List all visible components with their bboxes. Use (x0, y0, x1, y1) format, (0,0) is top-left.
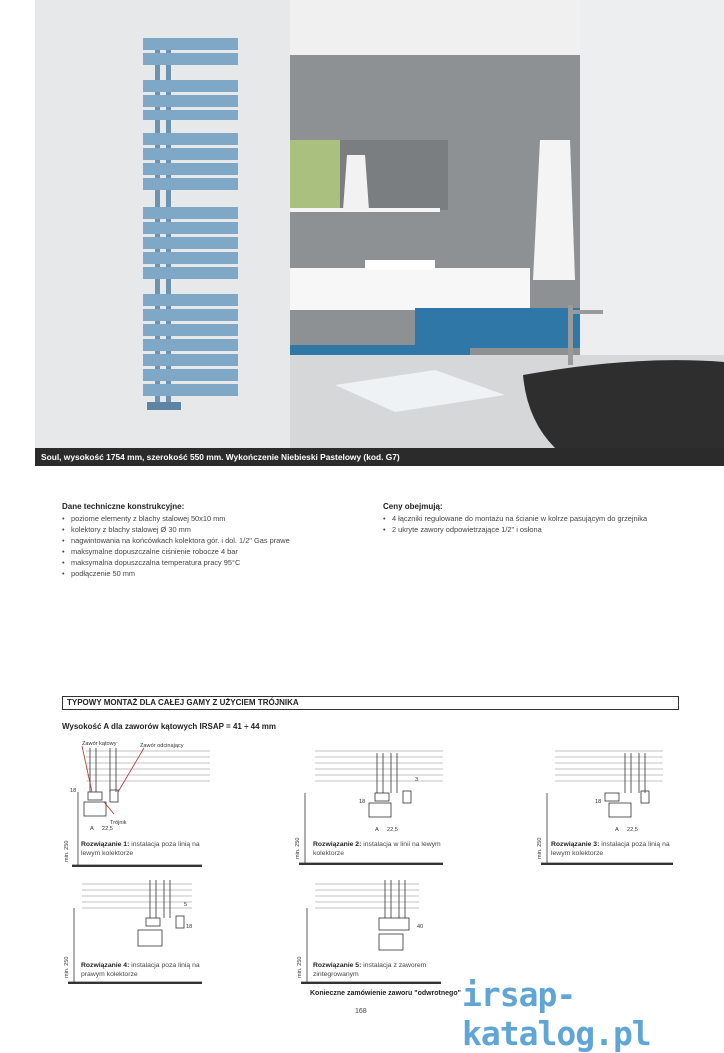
solution-1-title: Rozwiązanie 1: (81, 841, 130, 848)
dim-min-250: min. 250 (64, 956, 70, 978)
list-item: • 2 ukryte zawory odpowietrzające 1/2" i osłona (383, 524, 683, 535)
section-title: TYPOWY MONTAŻ DLA CAŁEJ GAMY Z UŻYCIEM TRÓJNIKA (62, 696, 679, 710)
label-trojnik: Trójnik (110, 820, 127, 826)
dim-min-250: min. 250 (537, 837, 543, 859)
list-item: • maksymalna dopuszczalna temperatura pracy 95°C (62, 557, 362, 568)
list-item: • poziome elementy z blachy stalowej 50x10 mm (62, 513, 362, 524)
prices-include (383, 502, 683, 535)
tech-specs-title: Dane techniczne konstrukcyjne: (62, 502, 185, 511)
dim-min-250: min. 250 (295, 837, 301, 859)
solution-4-caption (81, 961, 211, 979)
dim-A: A (90, 826, 94, 832)
dim-18: 18 (70, 788, 77, 794)
dim-A: A (615, 827, 619, 833)
solution-5-text: instalacja z zaworem zintegrowanym (313, 962, 427, 978)
dim-A: A (375, 827, 379, 833)
product-photo (35, 0, 724, 448)
dim-5: 5 (184, 902, 188, 908)
solution-4-text: instalacja poza linią na prawym kolektorze (81, 962, 200, 978)
dim-40: 40 (417, 924, 424, 930)
list-item: • podłączenie 50 mm (62, 568, 362, 579)
watermark: irsap-katalog.pl (462, 975, 651, 1053)
dim-22-5: 22,5 (627, 827, 638, 833)
solution-4-title: Rozwiązanie 4: (81, 962, 130, 969)
tech-specs (62, 502, 362, 579)
solution-2-title: Rozwiązanie 2: (313, 841, 362, 848)
prices-list (383, 513, 683, 535)
solution-1-text: instalacja poza linią na lewym kolektorze (81, 841, 200, 857)
hatch-floor-icon (72, 865, 202, 867)
solution-3-text: instalacja poza linią na lewym kolektorze (551, 841, 670, 857)
solution-3-caption (551, 840, 681, 858)
solution-1-caption (81, 840, 211, 858)
dim-22-5: 22,5 (102, 826, 113, 832)
footer-note: Konieczne zamówienie zaworu "odwrotnego" (310, 990, 461, 997)
list-item: • 4 łączniki regulowane do montażu na ścianie w kolrze pasującym do grzejnika (383, 513, 683, 524)
page-number: 168 (355, 1008, 367, 1015)
list-item: • kolektory z blachy stalowej Ø 30 mm (62, 524, 362, 535)
list-item: • maksymalne dopuszczalne ciśnienie robocze 4 bar (62, 546, 362, 557)
solution-3-title: Rozwiązanie 3: (551, 841, 600, 848)
photo-caption: Soul, wysokość 1754 mm, szerokość 550 mm. Wykończenie Niebieski Pastelowy (kod. G7) (35, 448, 724, 466)
dim-18: 18 (359, 799, 366, 805)
dim-18: 18 (186, 924, 193, 930)
list-item: • nagwintowania na końcówkach kolektora gór. i dol. 1/2" Gas prawe (62, 535, 362, 546)
prices-title: Ceny obejmują: (383, 502, 443, 511)
solution-5-caption (313, 961, 443, 979)
solution-2-caption (313, 840, 443, 858)
bathroom-illustration (35, 0, 724, 448)
label-zawor-katowy: Zawór kątowy (82, 741, 117, 747)
label-zawor-odcinajacy: Zawór odcinający (140, 743, 184, 749)
tech-specs-list (62, 513, 362, 579)
dim-22-5: 22,5 (387, 827, 398, 833)
radiator-bars (143, 38, 238, 396)
dim-min-250: min. 250 (64, 840, 70, 862)
section-subheading: Wysokość A dla zaworów kątowych IRSAP = 41 ÷ 44 mm (62, 722, 277, 731)
dim-3: 3 (415, 777, 419, 783)
solution-5-title: Rozwiązanie 5: (313, 962, 362, 969)
solution-2-text: instalacja w linii na lewym kolektorze (313, 841, 441, 857)
dim-min-250: min. 250 (297, 956, 303, 978)
dim-18: 18 (595, 799, 602, 805)
